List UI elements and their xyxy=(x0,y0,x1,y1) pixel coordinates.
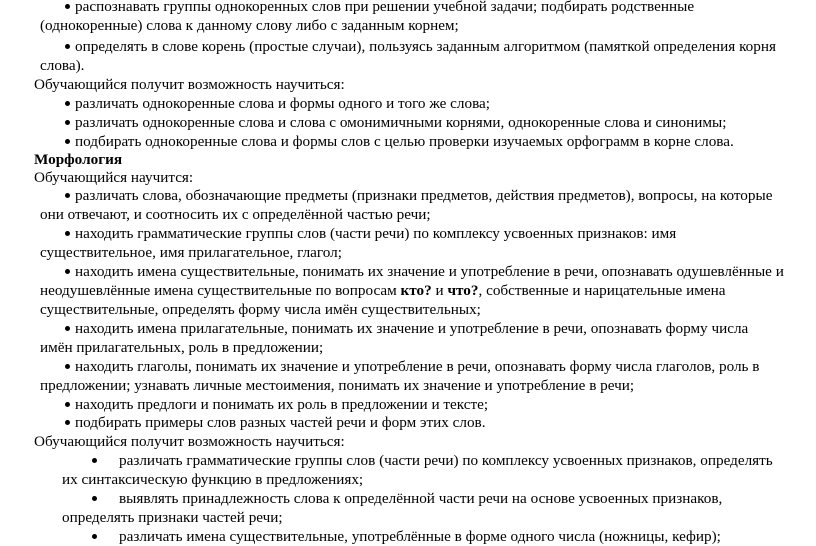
section-label: Обучающийся научится: xyxy=(34,169,194,186)
bullet-icon xyxy=(65,420,70,425)
list-item-text: различать однокоренные слова и формы одного и того же слова; xyxy=(75,95,490,112)
list-item xyxy=(65,113,816,132)
bullet-icon xyxy=(65,402,70,407)
section-label: Обучающийся получит возможность научиться: xyxy=(34,433,345,450)
list-item xyxy=(65,413,816,432)
bullet-icon xyxy=(65,269,70,274)
list-item xyxy=(65,0,816,16)
list-item xyxy=(65,395,816,414)
bullet-icon xyxy=(65,326,70,331)
list-item-continuation: существительные, определять форму числа имён существительных; xyxy=(40,301,481,318)
list-item xyxy=(65,37,816,56)
list-item-text: неодушевлённые имена существительные по вопросам xyxy=(40,282,401,299)
list-item xyxy=(65,357,816,376)
list-item-continuation: определять признаки частей речи; xyxy=(62,509,283,526)
list-item-text: определять в слове корень (простые случаи), пользуясь заданным алгоритмом (памяткой определения корня xyxy=(75,38,776,55)
list-item-text: распознавать группы однокоренных слов при решении учебной задачи; подбирать родственные xyxy=(75,0,695,15)
list-item-text: находить имена прилагательные, понимать их значение и употребление в речи, опознавать форму числа xyxy=(75,320,749,337)
question-word: кто? xyxy=(400,282,432,299)
bullet-icon xyxy=(92,458,97,463)
bullet-icon xyxy=(65,120,70,125)
question-word: что? xyxy=(447,282,479,299)
list-item-continuation: предложении; узнавать личные местоимения, понимать их значение и употребление в речи; xyxy=(40,377,635,394)
bullet-icon xyxy=(65,4,70,9)
list-item-text: находить глаголы, понимать их значение и употребление в речи, опознавать форму числа глаголов, роль в xyxy=(75,358,760,375)
list-item-text: , собственные и нарицательные имена xyxy=(478,282,726,299)
list-item-text: различать имена существительные, употреблённые в форме одного числа (ножницы, кефир); xyxy=(119,528,721,545)
section-label: Обучающийся получит возможность научиться: xyxy=(34,76,345,93)
list-item-continuation: слова). xyxy=(40,57,85,74)
list-item xyxy=(92,489,816,508)
bullet-icon xyxy=(65,101,70,106)
list-item-text: подбирать однокоренные слова и формы слов с целью проверки изучаемых орфограмм в корне слова. xyxy=(75,133,734,150)
list-item xyxy=(65,262,816,281)
list-item xyxy=(92,527,816,546)
bullet-icon xyxy=(65,193,70,198)
list-item xyxy=(65,186,816,205)
bullet-icon xyxy=(65,364,70,369)
list-item-text: подбирать примеры слов разных частей речи и форм этих слов. xyxy=(75,414,486,431)
list-item-continuation: (однокоренные) слова к данному слову либо с заданным корнем; xyxy=(40,17,459,34)
bullet-icon xyxy=(65,139,70,144)
list-item xyxy=(92,451,816,470)
list-item-text: и xyxy=(431,282,448,299)
list-item-continuation xyxy=(40,281,816,300)
bullet-icon xyxy=(65,44,70,49)
list-item xyxy=(65,94,816,113)
list-item-text: выявлять принадлежность слова к определённой части речи на основе усвоенных признаков, xyxy=(119,490,723,507)
list-item-text: находить предлоги и понимать их роль в предложении и тексте; xyxy=(75,396,489,413)
list-item xyxy=(65,132,816,151)
bullet-icon xyxy=(65,231,70,236)
list-item-continuation: существительное, имя прилагательное, глагол; xyxy=(40,244,342,261)
list-item-continuation: имён прилагательных, роль в предложении; xyxy=(40,339,324,356)
list-item-text: находить имена существительные, понимать их значение и употребление в речи, опознавать одушевлённые и xyxy=(75,263,784,280)
bullet-icon xyxy=(92,496,97,501)
section-heading: Морфология xyxy=(34,151,123,168)
list-item-continuation: они отвечают, и соотносить их с определённой частью речи; xyxy=(40,206,431,223)
list-item xyxy=(65,224,816,243)
list-item-text: различать грамматические группы слов (части речи) по комплексу усвоенных признаков, определять xyxy=(119,452,773,469)
bullet-icon xyxy=(92,534,97,539)
list-item-continuation: их синтаксическую функцию в предложениях; xyxy=(62,471,364,488)
list-item xyxy=(65,319,816,338)
list-item-text: находить грамматические группы слов (части речи) по комплексу усвоенных признаков: имя xyxy=(75,225,677,242)
list-item-text: различать слова, обозначающие предметы (признаки предметов, действия предметов), вопросы, на которые xyxy=(75,187,773,204)
list-item-text: различать однокоренные слова и слова с омонимичными корнями, однокоренные слова и синонимы; xyxy=(75,114,727,131)
